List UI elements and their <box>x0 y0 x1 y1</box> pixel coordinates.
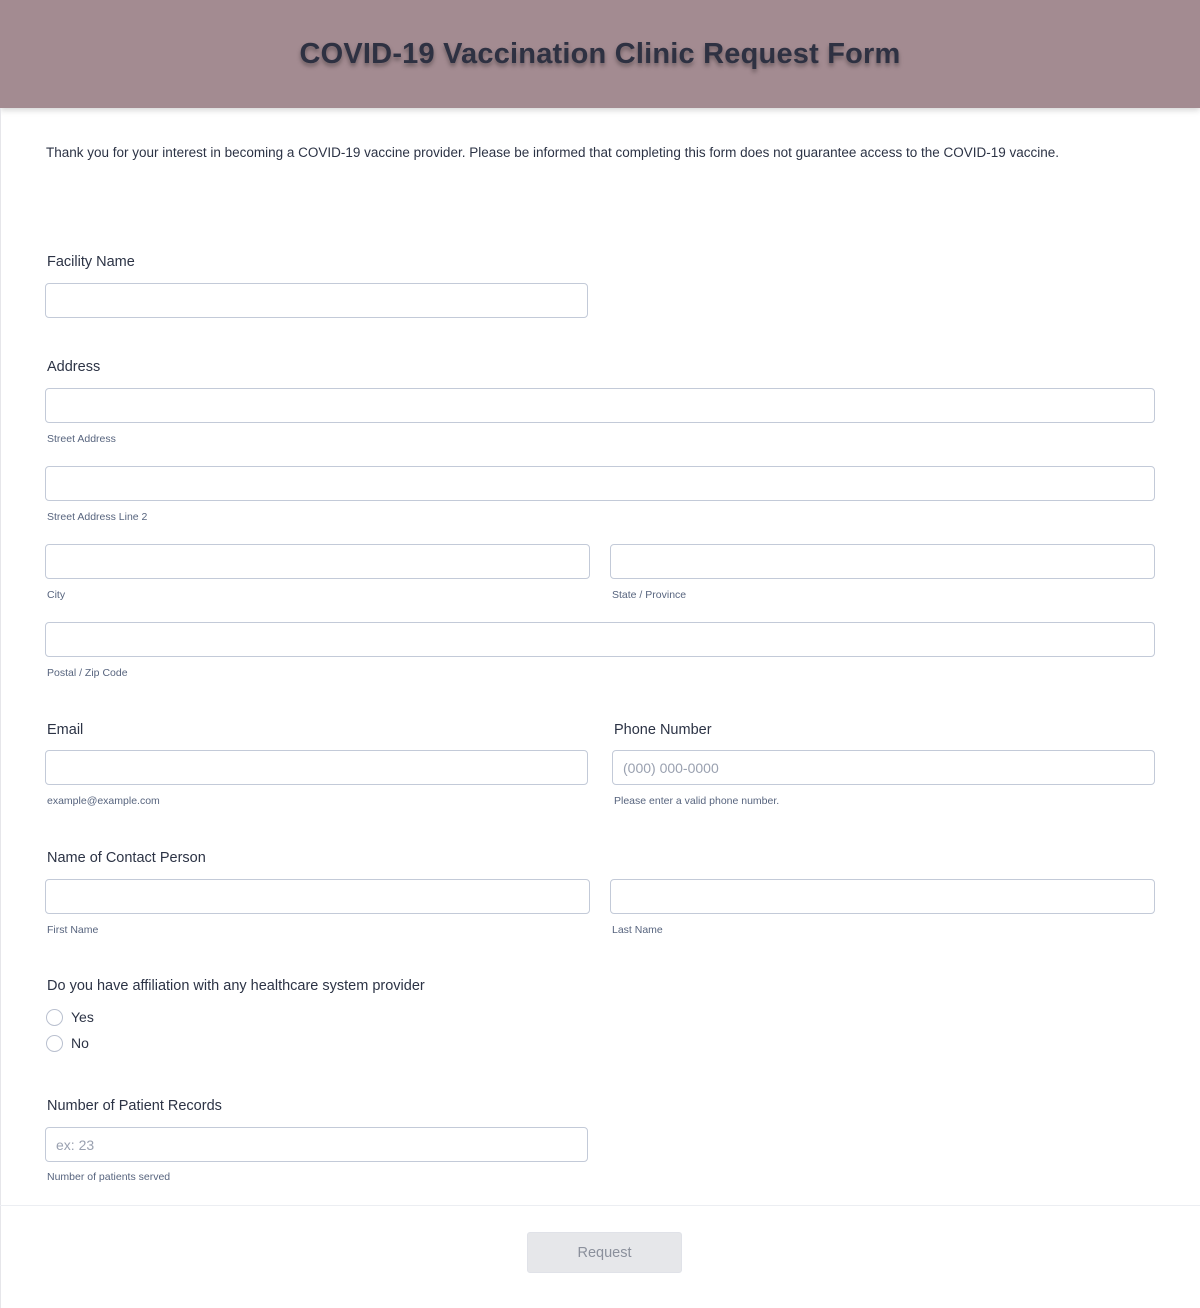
facility-name-label: Facility Name <box>47 254 135 270</box>
facility-name-input[interactable] <box>45 283 588 318</box>
state-province-input[interactable] <box>610 544 1155 579</box>
radio-no-label[interactable]: No <box>71 1035 89 1051</box>
intro-text: Thank you for your interest in becoming a COVID-19 vaccine provider. Please be informed that completing this form does not guarantee access to the COVID-19 vaccine. <box>46 145 1060 160</box>
patient-records-label: Number of Patient Records <box>47 1098 222 1114</box>
patient-records-sublabel: Number of patients served <box>47 1171 171 1183</box>
form-title: COVID-19 Vaccination Clinic Request Form <box>299 37 901 70</box>
street-address-line2-sublabel: Street Address Line 2 <box>47 511 148 523</box>
first-name-sublabel: First Name <box>47 924 99 936</box>
city-sublabel: City <box>47 589 66 601</box>
city-input[interactable] <box>45 544 590 579</box>
affiliation-label: Do you have affiliation with any healthcare system provider <box>47 978 425 994</box>
contact-person-label: Name of Contact Person <box>47 850 206 866</box>
state-province-sublabel: State / Province <box>612 589 687 601</box>
email-input[interactable] <box>45 750 588 785</box>
affiliation-option-yes[interactable] <box>46 1007 94 1027</box>
phone-label: Phone Number <box>614 722 712 738</box>
patient-records-input[interactable] <box>45 1127 588 1162</box>
email-sublabel: example@example.com <box>47 795 160 807</box>
form-header <box>0 0 1200 108</box>
request-button[interactable]: Request <box>527 1232 682 1273</box>
phone-sublabel: Please enter a valid phone number. <box>614 795 780 807</box>
street-address-line2-input[interactable] <box>45 466 1155 501</box>
affiliation-option-no[interactable] <box>46 1033 89 1053</box>
last-name-sublabel: Last Name <box>612 924 663 936</box>
radio-no[interactable] <box>46 1035 63 1052</box>
street-address-sublabel: Street Address <box>47 433 116 445</box>
last-name-input[interactable] <box>610 879 1155 914</box>
email-label: Email <box>47 722 84 738</box>
radio-yes[interactable] <box>46 1009 63 1026</box>
first-name-input[interactable] <box>45 879 590 914</box>
form-border <box>0 108 1 1308</box>
phone-input[interactable] <box>612 750 1155 785</box>
radio-yes-label[interactable]: Yes <box>71 1009 94 1025</box>
postal-code-input[interactable] <box>45 622 1155 657</box>
street-address-input[interactable] <box>45 388 1155 423</box>
footer-divider <box>0 1205 1200 1206</box>
postal-code-sublabel: Postal / Zip Code <box>47 667 128 679</box>
address-label: Address <box>47 359 101 375</box>
